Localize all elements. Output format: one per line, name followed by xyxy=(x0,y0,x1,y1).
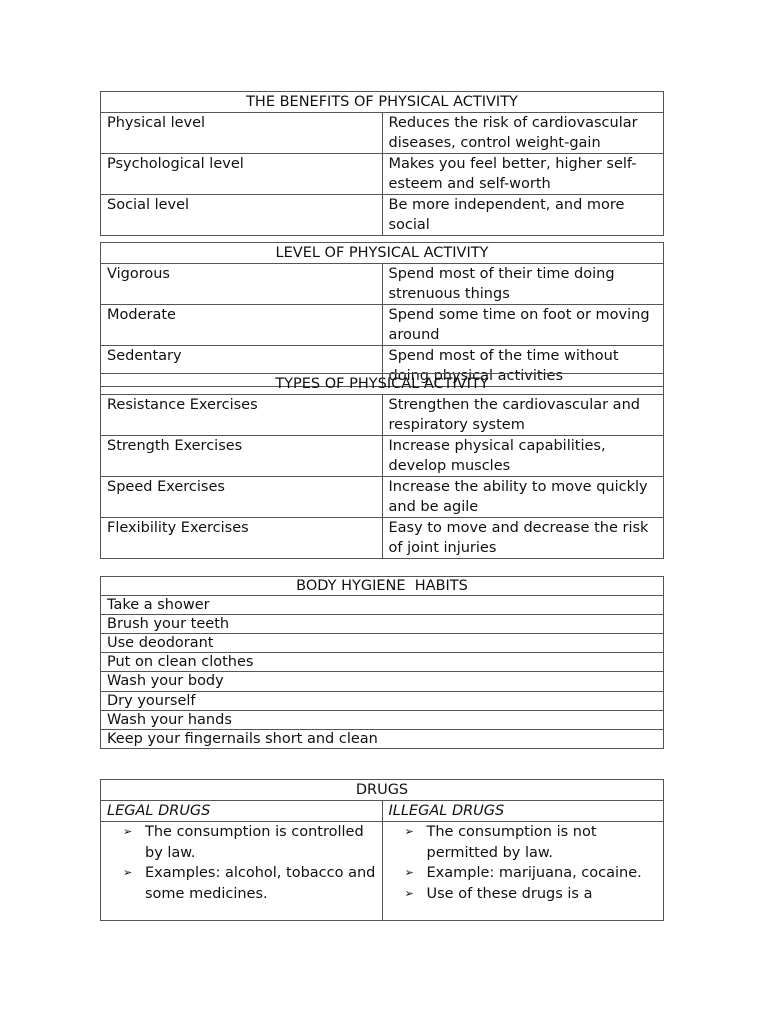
table-row xyxy=(101,710,664,729)
table-row xyxy=(101,801,664,822)
table-row xyxy=(101,305,664,346)
benefits-title: THE BENEFITS OF PHYSICAL ACTIVITY xyxy=(101,92,664,113)
arrow-bullet-icon: ➢ xyxy=(404,825,414,838)
hygiene-item: Dry yourself xyxy=(101,691,664,710)
hygiene-item: Use deodorant xyxy=(101,634,664,653)
row-label: Social level xyxy=(101,195,383,236)
activity-types-table xyxy=(100,373,664,559)
legal-drugs-header: LEGAL DRUGS xyxy=(101,801,383,822)
row-text: Spend most of their time doing strenuous things xyxy=(382,264,664,305)
arrow-bullet-icon: ➢ xyxy=(404,866,414,879)
list-item: ➢ Examples: alcohol, tobacco and some medicines. xyxy=(123,865,376,902)
hygiene-item: Keep your fingernails short and clean xyxy=(101,729,664,748)
levels-title: LEVEL OF PHYSICAL ACTIVITY xyxy=(101,243,664,264)
row-label: Psychological level xyxy=(101,154,383,195)
table-row xyxy=(101,154,664,195)
table-row xyxy=(101,822,664,921)
drugs-table xyxy=(100,779,664,921)
legal-drugs-cell xyxy=(101,822,383,921)
table-row xyxy=(101,477,664,518)
table-row xyxy=(101,518,664,559)
row-label: Physical level xyxy=(101,113,383,154)
hygiene-item: Wash your hands xyxy=(101,710,664,729)
list-item: ➢ The consumption is not permitted by law. xyxy=(404,824,597,861)
table-row xyxy=(101,436,664,477)
list-item: ➢ The consumption is controlled by law. xyxy=(123,824,364,861)
activity-level-table xyxy=(100,242,664,387)
arrow-bullet-icon: ➢ xyxy=(123,825,133,838)
legal-drugs-list xyxy=(101,822,382,904)
row-text: Be more independent, and more social xyxy=(382,195,664,236)
hygiene-table xyxy=(100,576,664,749)
table-row xyxy=(101,596,664,615)
row-label: Speed Exercises xyxy=(101,477,383,518)
list-item: ➢ Use of these drugs is a xyxy=(405,884,664,905)
table-row xyxy=(101,672,664,691)
hygiene-title: BODY HYGIENE HABITS xyxy=(101,577,664,596)
table-row xyxy=(101,615,664,634)
table-row xyxy=(101,653,664,672)
hygiene-item: Brush your teeth xyxy=(101,615,664,634)
row-text: Strengthen the cardiovascular and respiratory system xyxy=(382,395,664,436)
drugs-title: DRUGS xyxy=(101,780,664,801)
list-item: ➢ Example: marijuana, cocaine. xyxy=(405,863,664,884)
benefits-table xyxy=(100,91,664,236)
row-label: Strength Exercises xyxy=(101,436,383,477)
hygiene-item: Put on clean clothes xyxy=(101,653,664,672)
row-label: Resistance Exercises xyxy=(101,395,383,436)
row-text: Increase the ability to move quickly and be agile xyxy=(382,477,664,518)
table-row xyxy=(101,729,664,748)
row-label: Sedentary xyxy=(101,346,383,387)
table-row xyxy=(101,113,664,154)
illegal-drugs-list xyxy=(383,822,664,904)
illegal-drugs-cell xyxy=(382,822,664,921)
row-label: Flexibility Exercises xyxy=(101,518,383,559)
table-row xyxy=(101,691,664,710)
row-text: Makes you feel better, higher self-esteem and self-worth xyxy=(382,154,664,195)
row-text: Spend some time on foot or moving around xyxy=(382,305,664,346)
hygiene-item: Take a shower xyxy=(101,596,664,615)
row-text: Reduces the risk of cardiovascular diseases, control weight-gain xyxy=(382,113,664,154)
row-text: Easy to move and decrease the risk of joint injuries xyxy=(382,518,664,559)
arrow-bullet-icon: ➢ xyxy=(123,866,133,879)
table-row xyxy=(101,395,664,436)
table-row xyxy=(101,195,664,236)
table-row xyxy=(101,634,664,653)
row-text: Spend most of the time without doing physical activities xyxy=(382,346,664,387)
row-label: Moderate xyxy=(101,305,383,346)
illegal-drugs-header: ILLEGAL DRUGS xyxy=(382,801,664,822)
types-title: TYPES OF PHYSICAL ACTIVITY xyxy=(101,374,664,395)
table-row xyxy=(101,264,664,305)
arrow-bullet-icon: ➢ xyxy=(404,886,414,900)
hygiene-item: Wash your body xyxy=(101,672,664,691)
row-text: Increase physical capabilities, develop muscles xyxy=(382,436,664,477)
row-label: Vigorous xyxy=(101,264,383,305)
